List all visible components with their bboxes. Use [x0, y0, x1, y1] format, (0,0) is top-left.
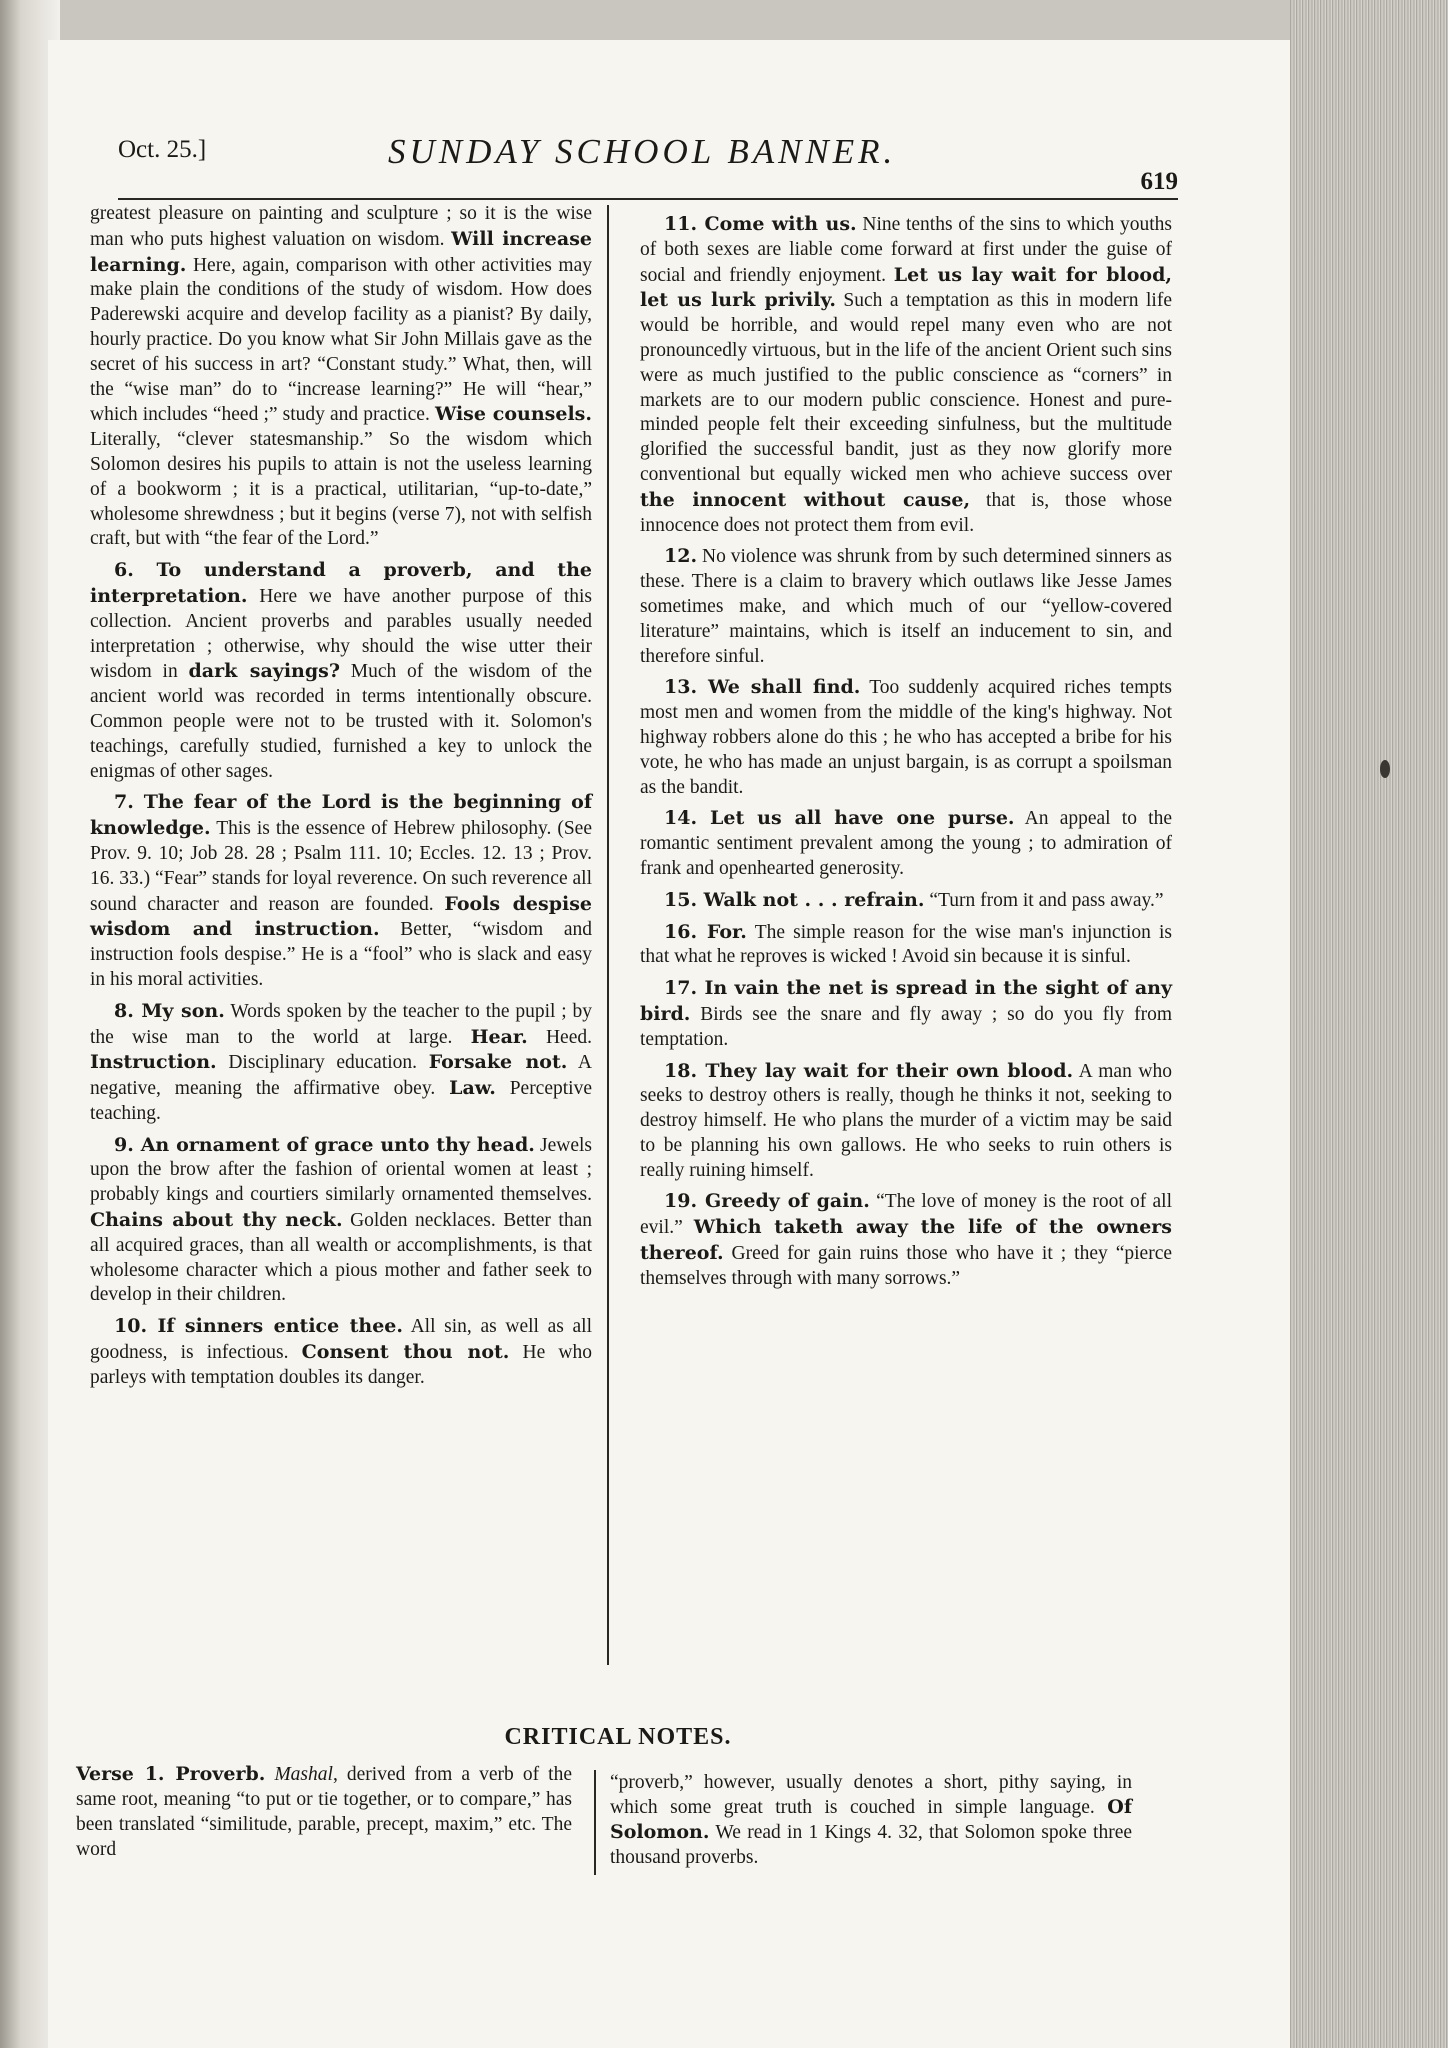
keyword: Of Solomon.: [610, 1796, 1132, 1843]
column-divider: [607, 205, 609, 1665]
left-column: [90, 202, 592, 1397]
paragraph-verse-17: [640, 976, 1172, 1052]
verse-heading: 9. An ornament of grace unto thy head.: [114, 1133, 535, 1156]
paragraph-verse-18: [640, 1059, 1172, 1184]
keyword: Law.: [449, 1077, 496, 1100]
verse-heading: 19. Greedy of gain.: [664, 1190, 870, 1213]
verse-heading: 14. Let us all have one purse.: [664, 807, 1015, 830]
keyword: Will increase learning.: [90, 227, 592, 276]
running-header: [118, 128, 1178, 198]
page-edges: [1290, 0, 1448, 2048]
critical-notes-left: [76, 1762, 572, 1862]
critical-notes-right: [610, 1770, 1132, 1870]
text: No violence was shrunk from by such determined sinners as these. There is a claim to bravery which outlaws like Jesse James sometimes make, and which much of our “yellow-covered literature” maintains, which is itself an inducement to sin, and therefore sinful.: [640, 546, 1172, 667]
text: Perceptive teaching.: [90, 1078, 592, 1124]
keyword: Chains about thy neck.: [90, 1209, 343, 1232]
verse-heading: 6. To understand a proverb, and the interpretation.: [90, 559, 592, 607]
notes-column-divider: [594, 1770, 596, 1875]
header-title: SUNDAY SCHOOL BANNER.: [388, 132, 897, 171]
binding-mark: [1380, 760, 1390, 778]
paragraph-verse-12: [640, 544, 1172, 669]
verse-heading: 18. They lay wait for their own blood.: [664, 1059, 1074, 1082]
text: Disciplinary education.: [216, 1052, 429, 1074]
text: Here, again, comparison with other activities may make plain the conditions of the study of wisdom. How does Paderewski acquire and develop facility as a pianist? By daily, hourly practice. Do you know what Sir John Millais gave as the secret of his success in art? “Constant study.” What, then, will the “wise man” do to “increase learning?” He will “hear,” which includes “heed ;” study and practice.: [90, 254, 592, 426]
right-column: [640, 212, 1172, 1298]
keyword: the innocent without cause,: [640, 488, 971, 511]
text: Birds see the snare and fly away ; so do you fly from temptation.: [640, 1003, 1172, 1050]
text: All sin, as well as all goodness, is infectious.: [90, 1316, 592, 1364]
verse-heading: 17. In vain the net is spread in the sight of any bird.: [640, 977, 1172, 1025]
text: Nine tenths of the sins to which youths of both sexes are liable come forward at first under the guise of social and friendly enjoyment.: [640, 214, 1172, 286]
text: Much of the wisdom of the ancient world was recorded in terms intentionally obscure. Common people were not to be trusted with it. Solomon's teachings, carefully studied, furnished a key to unlock the enigmas of other sages.: [90, 661, 592, 782]
text: An appeal to the romantic sentiment prevalent among the young ; to admiration of frank and openhearted generosity.: [640, 808, 1172, 879]
text: The simple reason for the wise man's injunction is that what he reproves is wicked ! Avoid sin because it is sinful.: [640, 921, 1172, 968]
text: Words spoken by the teacher to the pupil ; by the wise man to the world at large.: [90, 1000, 593, 1048]
text: “Turn from it and pass away.”: [924, 889, 1164, 911]
keyword: Let us lay wait for blood, let us lurk privily.: [640, 263, 1172, 312]
keyword: Which taketh away the life of the owners thereof.: [640, 1216, 1172, 1265]
paragraph-verse-13: [640, 675, 1172, 800]
text: A man who seeks to destroy others is really, though he thinks it not, seeking to destroy himself. He who plans the murder of a victim may be said to be planning his own gallows. He who seeks to ruin others is really ruining himself.: [640, 1060, 1172, 1181]
keyword: dark sayings?: [188, 660, 340, 683]
verse-heading: 10. If sinners entice thee.: [114, 1315, 403, 1338]
text: Jewels upon the brow after the fashion of oriental women at least ; probably kings and courtiers similarly ornamented themselves.: [90, 1134, 592, 1206]
paragraph-verse-6: [90, 558, 592, 784]
paragraph-verse-8: [90, 999, 592, 1127]
text: We read in 1 Kings 4. 32, that Solomon spoke three thousand proverbs.: [610, 1822, 1132, 1868]
verse-heading: 8. My son.: [114, 999, 225, 1022]
text: Better, “wisdom and instruction fools despise.” He is a “fool” who is slack and easy in his moral activities.: [90, 919, 592, 990]
text: Golden necklaces. Better than all acquired graces, than all wealth or accomplishments, is that wholesome character which a pious mother and father seek to develop in their children.: [90, 1210, 593, 1306]
verse-heading: Verse 1. Proverb.: [76, 1763, 266, 1785]
verse-heading: 11. Come with us.: [664, 213, 857, 235]
paragraph-verse-10: [90, 1314, 592, 1390]
verse-heading: 12.: [664, 545, 698, 568]
hebrew-term: Mashal: [274, 1764, 333, 1785]
keyword: Fools despise wisdom and instruction.: [90, 892, 592, 941]
keyword: Forsake not.: [428, 1051, 568, 1074]
text: He who parleys with temptation doubles its danger.: [90, 1342, 593, 1388]
text: that is, those whose innocence does not protect them from evil.: [640, 489, 1173, 536]
verse-heading: 13. We shall find.: [664, 676, 861, 699]
header-rule: [118, 198, 1178, 200]
critical-notes-heading: CRITICAL NOTES.: [504, 1724, 732, 1750]
text: Literally, “clever statesmanship.” So the wisdom which Solomon desires his pupils to attain is not the useless learning of a bookworm ; it is a practical, utilitarian, “up-to-date,” wholesome shrewdness ; but it begins (verse 7), not with selfish craft, but with “the fear of the Lord.”: [90, 429, 592, 550]
text: This is the essence of Hebrew philosophy. (See Prov. 9. 10; Job 28. 28 ; Psalm 111. 10; Eccles. 12. 13 ; Prov. 16. 33.) “Fear” stands for loyal reverence. On such reverence all sound character and reason are founded.: [90, 818, 592, 915]
header-date: Oct. 25.]: [118, 136, 207, 163]
verse-heading: 15. Walk not . . . refrain.: [664, 888, 925, 911]
text: “proverb,” however, usually denotes a short, pithy saying, in which some great truth is couched in simple language.: [610, 1772, 1132, 1818]
page-number: 619: [1140, 168, 1178, 195]
paragraph-verse-11: [640, 212, 1172, 538]
paragraph-verse-9: [90, 1133, 592, 1309]
text: greatest pleasure on painting and sculpture ; so it is the wise man who puts highest valuation on wisdom.: [90, 203, 592, 250]
paragraph-verse-7: [90, 790, 592, 992]
paragraph-verse-14: [640, 806, 1172, 881]
paragraph-verse-15: [640, 888, 1172, 914]
keyword: Consent thou not.: [301, 1341, 510, 1364]
text: Too suddenly acquired riches tempts most men and women from the middle of the king's highway. Not highway robbers alone do this ; he who has accepted a bribe for his vote, he who has made an unjust bargain, is as corrupt a spoilsman as the bandit.: [640, 677, 1173, 798]
text: A negative, meaning the affirmative obey.: [90, 1052, 592, 1100]
text: , derived from a verb of the same root, meaning “to put or tie together, or to compare,” has been translated “similitude, parable, precept, maxim,” etc. The word: [76, 1764, 572, 1860]
text: Greed for gain ruins those who have it ; they “pierce themselves through with many sorrows.”: [640, 1243, 1172, 1289]
keyword: Instruction.: [90, 1051, 217, 1074]
paragraph-verse-5: [90, 202, 592, 552]
paragraph-verse-19: [640, 1189, 1172, 1291]
text: Heed.: [527, 1026, 592, 1048]
verse-heading: 16. For.: [664, 920, 747, 943]
text: Such a temptation as this in modern life would be horrible, and would repel many even who are not pronouncedly virtuous, but in the life of the ancient Orient such sins were as much justified to the public conscience as “corners” in markets are to our modern public conscience. Honest and pure-minded people felt their exceeding sinfulness, but the multitude glorified the successful bandit, just as they now glorify more conventional but equally wicked men who achieve success over: [640, 290, 1172, 485]
text: “The love of money is the root of all evil.”: [640, 1191, 1172, 1239]
verse-heading: 7. The fear of the Lord is the beginning of knowledge.: [90, 791, 592, 840]
keyword: Wise counsels.: [434, 403, 592, 426]
paragraph-verse-16: [640, 920, 1172, 971]
text: Here we have another purpose of this collection. Ancient proverbs and parables usually needed interpretation ; otherwise, why should the wise utter their wisdom in: [90, 585, 592, 683]
keyword: Hear.: [470, 1025, 528, 1048]
